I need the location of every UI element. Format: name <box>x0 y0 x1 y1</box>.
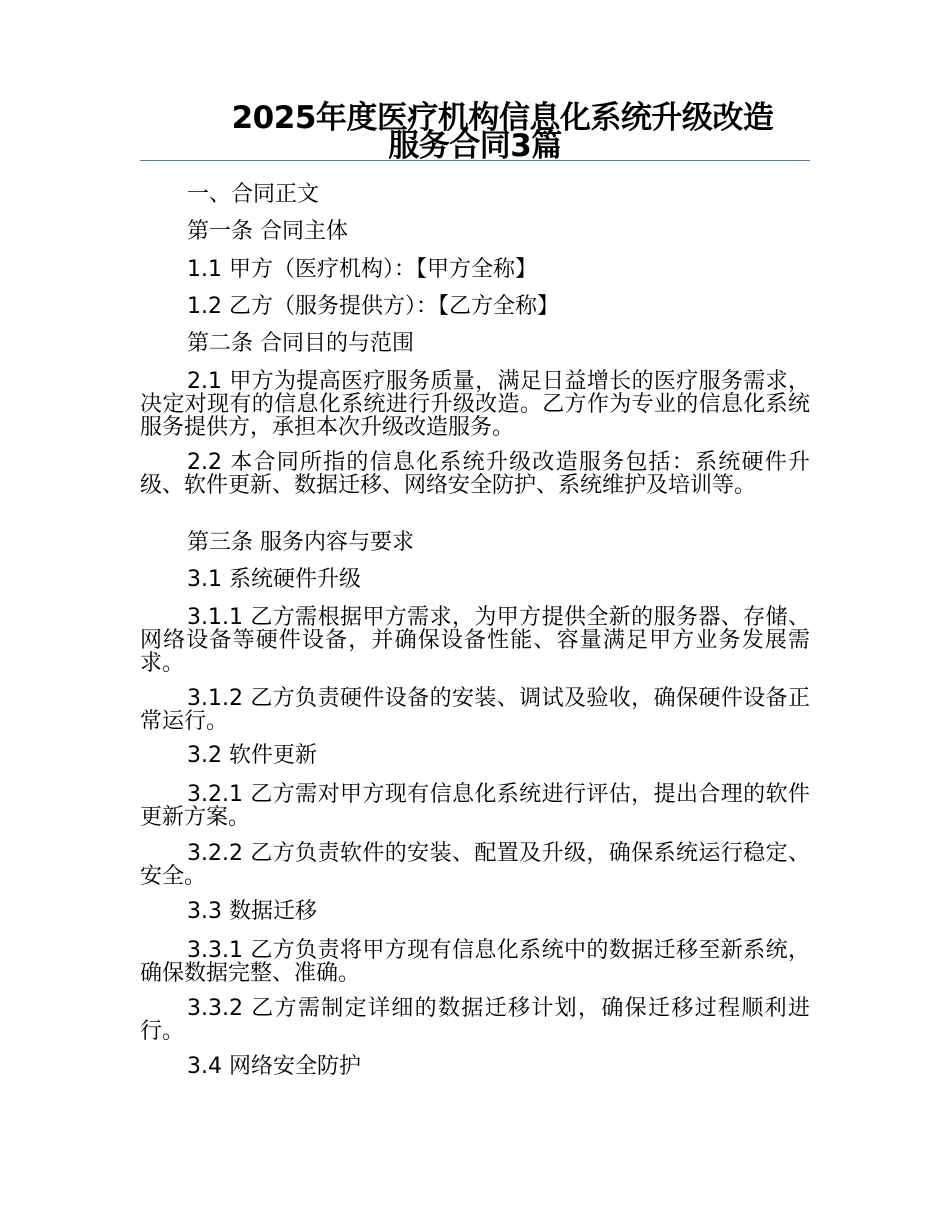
clause-text: 2.1 甲方为提高医疗服务质量，满足日益增长的医疗服务需求，决定对现有的信息化系统进行升级改造。乙方作为专业的信息化系统服务提供方，承担本次升级改造服务。 <box>140 369 810 440</box>
subsection-heading: 3.3 数据迁移 <box>187 899 317 924</box>
title-line-2: 服务合同3篇 <box>388 128 562 164</box>
clause-text: 3.1.2 乙方负责硬件设备的安装、调试及验收，确保硬件设备正常运行。 <box>140 686 810 734</box>
clause-text: 1.2 乙方（服务提供方）：【乙方全称】 <box>187 294 559 319</box>
title-divider <box>140 160 810 161</box>
clause-text: 3.3.2 乙方需制定详细的数据迁移计划，确保迁移过程顺利进行。 <box>140 996 810 1044</box>
document-title <box>140 100 810 164</box>
subsection-heading: 3.1 系统硬件升级 <box>187 567 361 592</box>
clause-text: 1.1 甲方（医疗机构）：【甲方全称】 <box>187 257 537 282</box>
clause-text: 3.2.1 乙方需对甲方现有信息化系统进行评估，提出合理的软件更新方案。 <box>140 782 810 830</box>
clause-text: 3.1.1 乙方需根据甲方需求，为甲方提供全新的服务器、存储、网络设备等硬件设备，并确保设备性能、容量满足甲方业务发展需求。 <box>140 605 810 676</box>
subsection-heading: 3.4 网络安全防护 <box>187 1054 361 1079</box>
clause-text: 2.2 本合同所指的信息化系统升级改造服务包括：系统硬件升级、软件更新、数据迁移、网络安全防护、系统维护及培训等。 <box>140 450 810 498</box>
article-heading: 第三条 服务内容与要求 <box>187 530 414 555</box>
section-heading: 一、合同正文 <box>187 182 320 207</box>
subsection-heading: 3.2 软件更新 <box>187 743 317 768</box>
article-heading: 第二条 合同目的与范围 <box>187 331 414 356</box>
clause-text: 3.2.2 乙方负责软件的安装、配置及升级，确保系统运行稳定、安全。 <box>140 841 810 889</box>
article-heading: 第一条 合同主体 <box>187 219 348 244</box>
title-line-1: 2025年度医疗机构信息化系统升级改造 <box>231 100 774 136</box>
clause-text: 3.3.1 乙方负责将甲方现有信息化系统中的数据迁移至新系统，确保数据完整、准确。 <box>140 938 810 986</box>
